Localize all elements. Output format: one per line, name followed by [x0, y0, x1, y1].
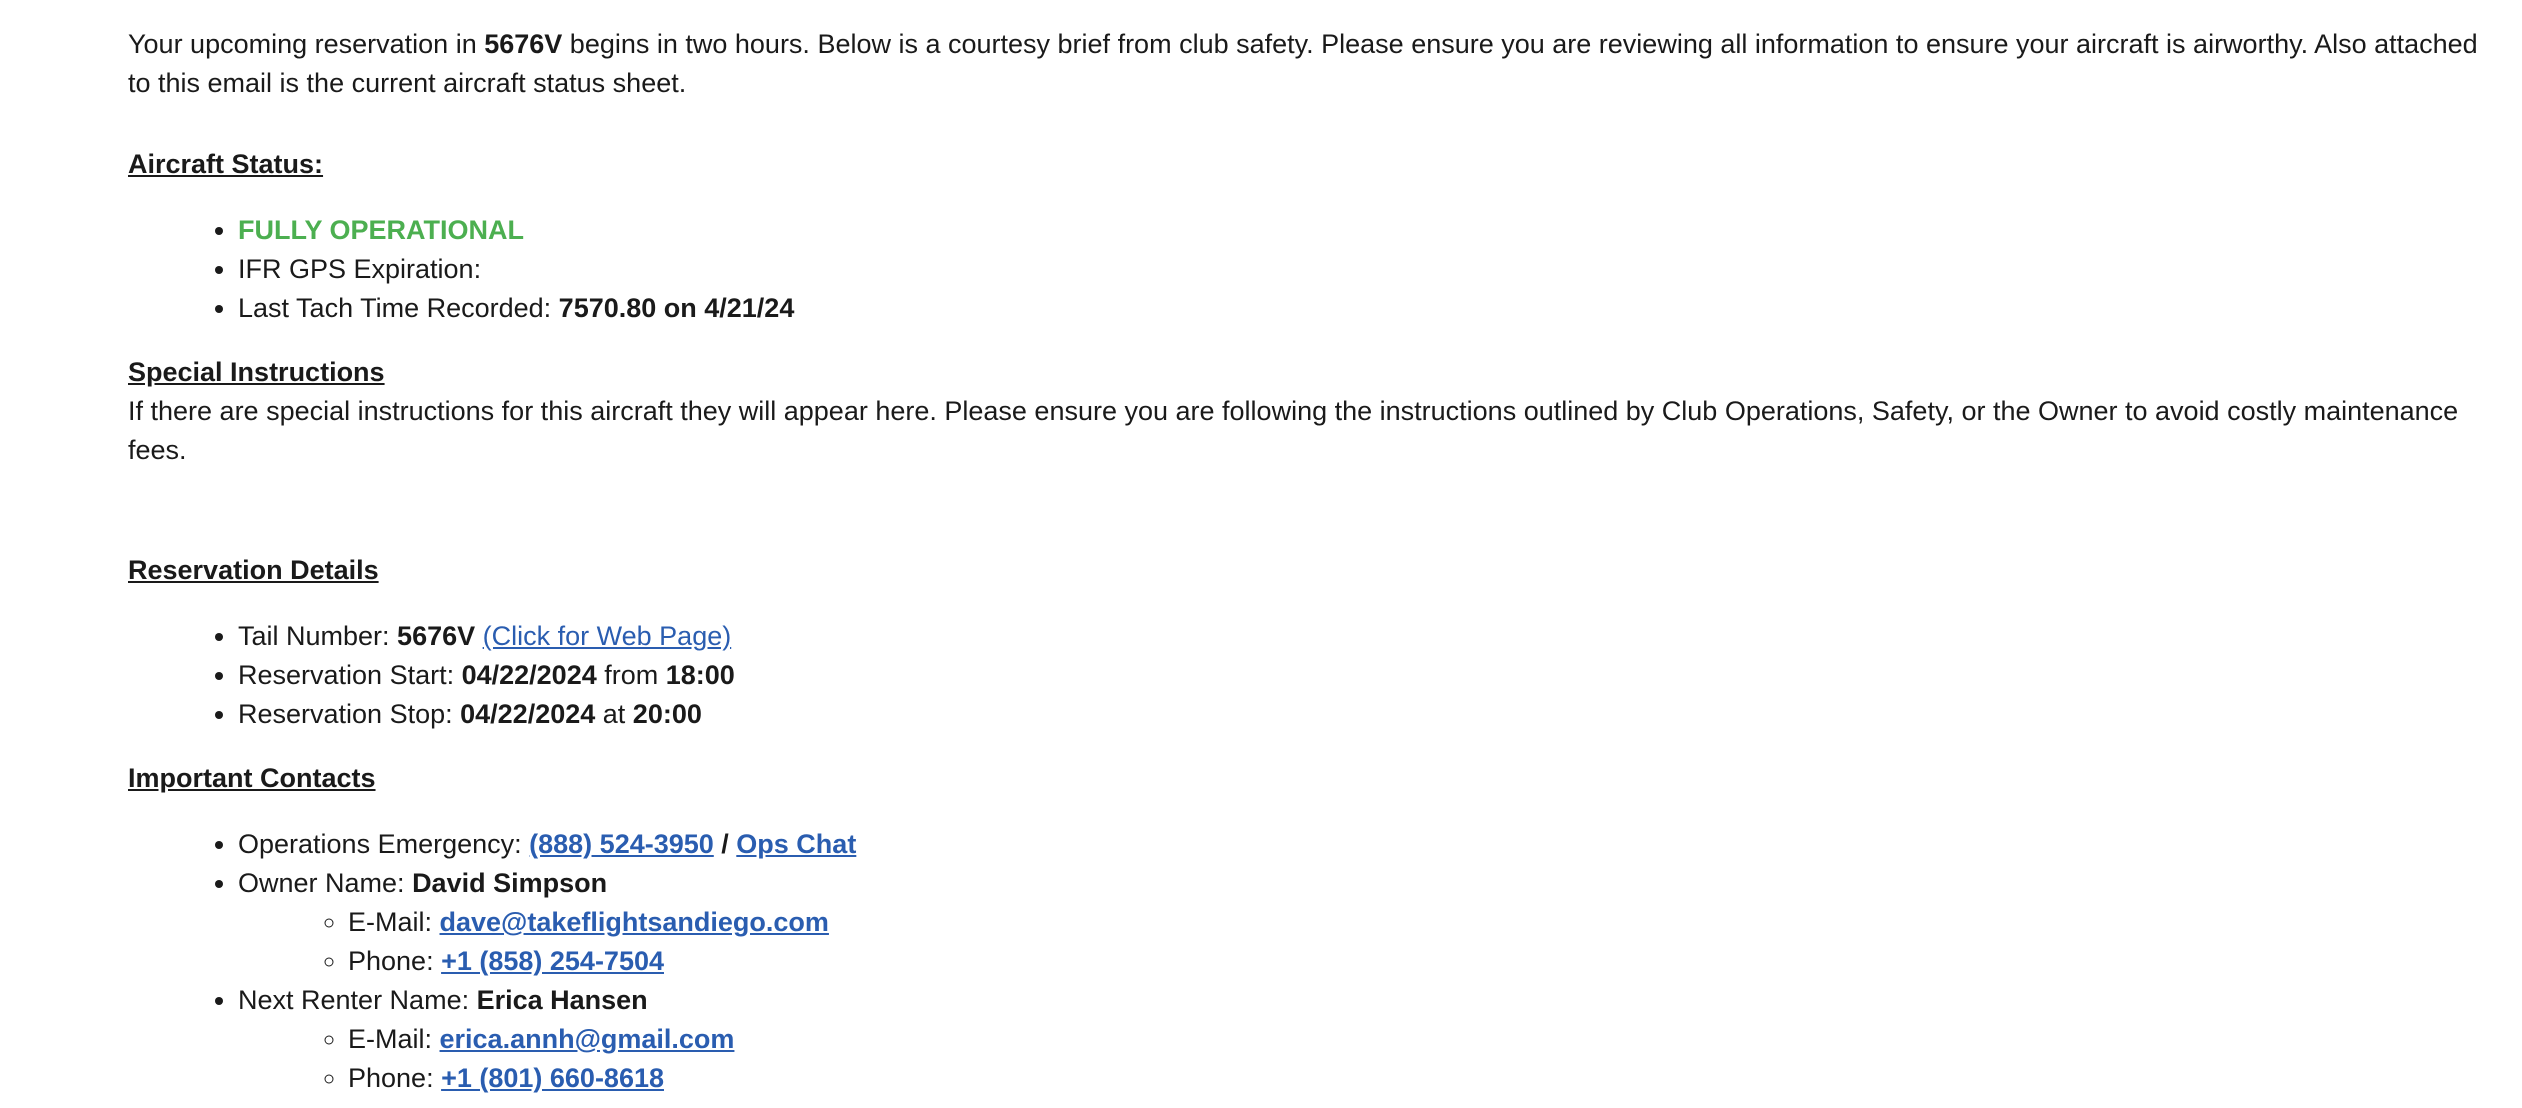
ops-phone-link[interactable]: (888) 524-3950	[529, 829, 714, 859]
reservation-start-item	[238, 656, 735, 695]
reservation-heading: Reservation Details	[128, 555, 379, 585]
owner-name: David Simpson	[412, 868, 608, 898]
ops-chat-link[interactable]: Ops Chat	[736, 829, 857, 859]
contacts-list	[128, 825, 856, 1098]
stop-label: Reservation Stop:	[238, 699, 461, 729]
tach-item	[238, 289, 794, 328]
renter-details-list	[238, 1020, 856, 1098]
owner-label: Owner Name:	[238, 868, 413, 898]
owner-phone-link[interactable]: +1 (858) 254-7504	[441, 946, 664, 976]
next-renter-item	[238, 981, 856, 1098]
ifr-gps-label: IFR GPS Expiration:	[238, 254, 482, 284]
tach-label: Last Tach Time Recorded:	[238, 293, 559, 323]
ifr-gps-item	[238, 250, 794, 289]
tail-number-item	[238, 617, 735, 656]
intro-text-continued: begins in two hours. Below is a courtesy brief from club safety. Please ensure you are reviewing all information to ensure your aircraft is airworthy. Also attached to this email is the current aircraft status sheet.	[128, 29, 2478, 98]
renter-phone-link[interactable]: +1 (801) 660-8618	[441, 1063, 664, 1093]
renter-phone-item	[348, 1059, 856, 1098]
renter-email-link[interactable]: erica.annh@gmail.com	[439, 1024, 735, 1054]
stop-at-text: at	[595, 699, 633, 729]
aircraft-status-list	[128, 211, 794, 328]
start-time: 18:00	[665, 660, 735, 690]
stop-date: 04/22/2024	[460, 699, 596, 729]
owner-email-item	[348, 903, 856, 942]
tail-number-label: Tail Number:	[238, 621, 398, 651]
special-instructions-heading: Special Instructions	[128, 357, 385, 387]
intro-tail-number: 5676V	[484, 29, 563, 59]
intro-text: Your upcoming reservation in	[128, 29, 485, 59]
web-page-link[interactable]: (Click for Web Page)	[482, 621, 732, 651]
start-from-text: from	[596, 660, 666, 690]
reservation-section	[128, 551, 735, 734]
status-item	[238, 211, 794, 250]
ops-emergency-item	[238, 825, 856, 864]
start-date: 04/22/2024	[461, 660, 597, 690]
owner-phone-label: Phone:	[348, 946, 442, 976]
contacts-heading: Important Contacts	[128, 763, 376, 793]
owner-email-link[interactable]: dave@takeflightsandiego.com	[439, 907, 829, 937]
aircraft-status-heading: Aircraft Status:	[128, 149, 324, 179]
tach-value: 7570.80 on 4/21/24	[558, 293, 795, 323]
renter-email-item	[348, 1020, 856, 1059]
owner-phone-item	[348, 942, 856, 981]
renter-phone-label: Phone:	[348, 1063, 442, 1093]
start-label: Reservation Start:	[238, 660, 462, 690]
operational-status: FULLY OPERATIONAL	[238, 215, 525, 245]
tail-number-value: 5676V	[397, 621, 476, 651]
next-renter-name: Erica Hansen	[476, 985, 648, 1015]
reservation-list	[128, 617, 735, 734]
stop-time: 20:00	[632, 699, 702, 729]
intro-paragraph	[128, 25, 2498, 103]
contacts-section	[128, 759, 856, 1098]
aircraft-status-section	[128, 145, 794, 328]
ops-emergency-label: Operations Emergency:	[238, 829, 530, 859]
renter-email-label: E-Mail:	[348, 1024, 440, 1054]
owner-details-list	[238, 903, 856, 981]
reservation-stop-item	[238, 695, 735, 734]
ops-separator: /	[713, 829, 737, 859]
special-instructions-section	[128, 353, 2498, 470]
owner-email-label: E-Mail:	[348, 907, 440, 937]
special-instructions-text: If there are special instructions for this aircraft they will appear here. Please ensure you are following the instructions outlined by Club Operations, Safety, or the Owner to avoid costly maintenance fees.	[128, 396, 2459, 465]
owner-item	[238, 864, 856, 981]
next-renter-label: Next Renter Name:	[238, 985, 477, 1015]
